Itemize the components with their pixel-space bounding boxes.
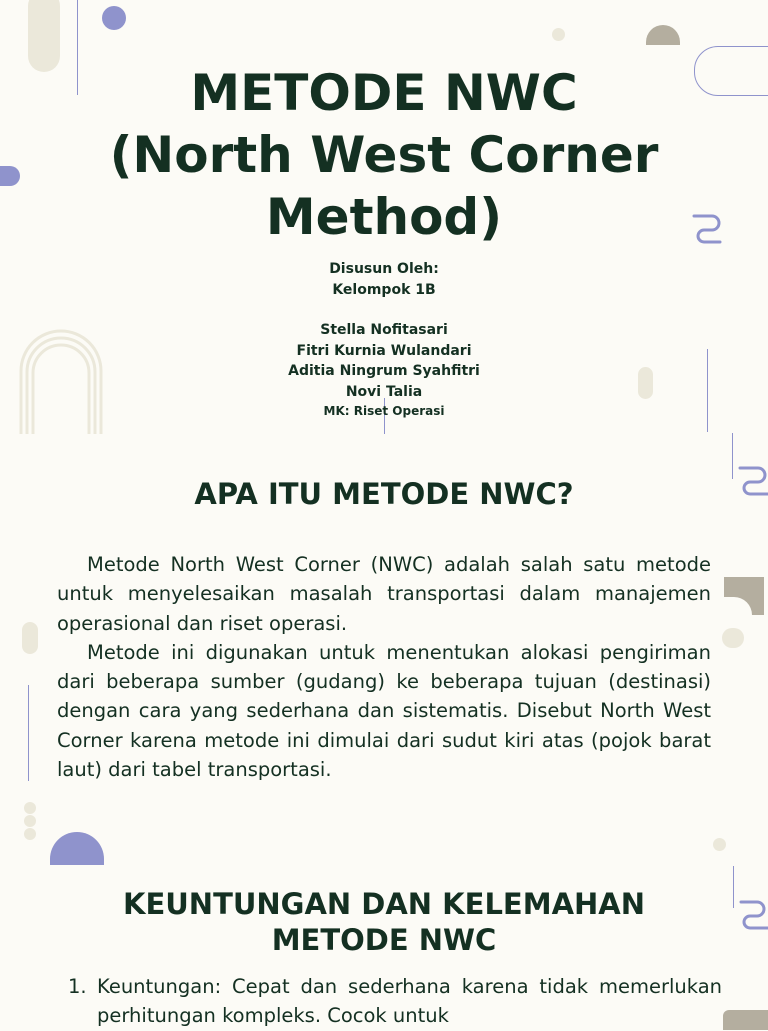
decor-vertical-line [707,349,708,432]
list-item-text: Keuntungan: Cepat dan sederhana karena tidak memerlukan perhitungan kompleks. Cocok untuk [97,975,722,1028]
decor-squiggle-icon [736,462,768,500]
title-line: Method) [265,188,503,246]
decor-blob-beige [722,628,744,648]
decor-dot-beige [24,802,36,814]
decor-dot-beige [24,828,36,840]
list-number: 1. [68,975,87,998]
paragraph: Metode ini digunakan untuk menentukan alokasi pengiriman dari beberapa sumber (gudang) ke beberapa tujuan (destinasi) dengan cara yang sederhana dan sistematis. Disebut North West Corner karena metode ini dimulai dari sudut kiri atas (pojok barat laut) dari tabel transportasi. [57,640,711,782]
decor-dot-beige [24,815,36,827]
numbered-list [68,972,722,1031]
decor-pill-beige [22,622,38,654]
group-name: Kelompok 1B [332,281,436,298]
list-item [68,972,722,1031]
decor-vertical-line [733,866,734,908]
decor-arch-outline [18,328,104,434]
decor-half-circle-taupe [646,25,680,45]
title-line: (North West Corner [109,126,659,184]
paragraph: Metode North West Corner (NWC) adalah salah satu metode untuk menyelesaikan masalah transportasi dalam manajemen operasional dan riset operasi. [57,553,711,635]
decor-vertical-line [28,685,29,781]
member-name: Fitri Kurnia Wulandari [296,342,472,359]
member-name: Novi Talia [345,383,423,400]
heading-line: METODE NWC [271,923,497,957]
decor-block-taupe [723,1010,768,1030]
section-body [57,550,711,784]
title-line: METODE NWC [190,64,578,122]
heading-line: KEUNTUNGAN DAN KELEMAHAN [122,887,646,921]
decor-pill-beige [28,0,60,72]
decor-vertical-line [732,433,733,479]
decor-half-circle-purple-left [0,166,20,186]
compiled-by-label: Disusun Oleh: [329,261,439,277]
section-heading: APA ITU METODE NWC? [194,477,574,511]
decor-squiggle-icon [737,896,768,932]
section-heading [60,886,708,958]
course-label: MK: Riset Operasi [323,404,445,418]
decor-corner-shape-taupe [724,577,764,615]
decor-dot-beige [552,28,565,41]
decor-circle-purple [102,6,126,30]
decor-small-pill-beige [638,367,653,399]
member-name: Aditia Ningrum Syahfitri [288,363,480,379]
page-title [60,62,708,248]
credits-block [200,259,568,420]
decor-half-circle-purple [50,832,104,865]
member-name: Stella Nofitasari [320,322,448,338]
decor-dot-beige [713,838,726,851]
